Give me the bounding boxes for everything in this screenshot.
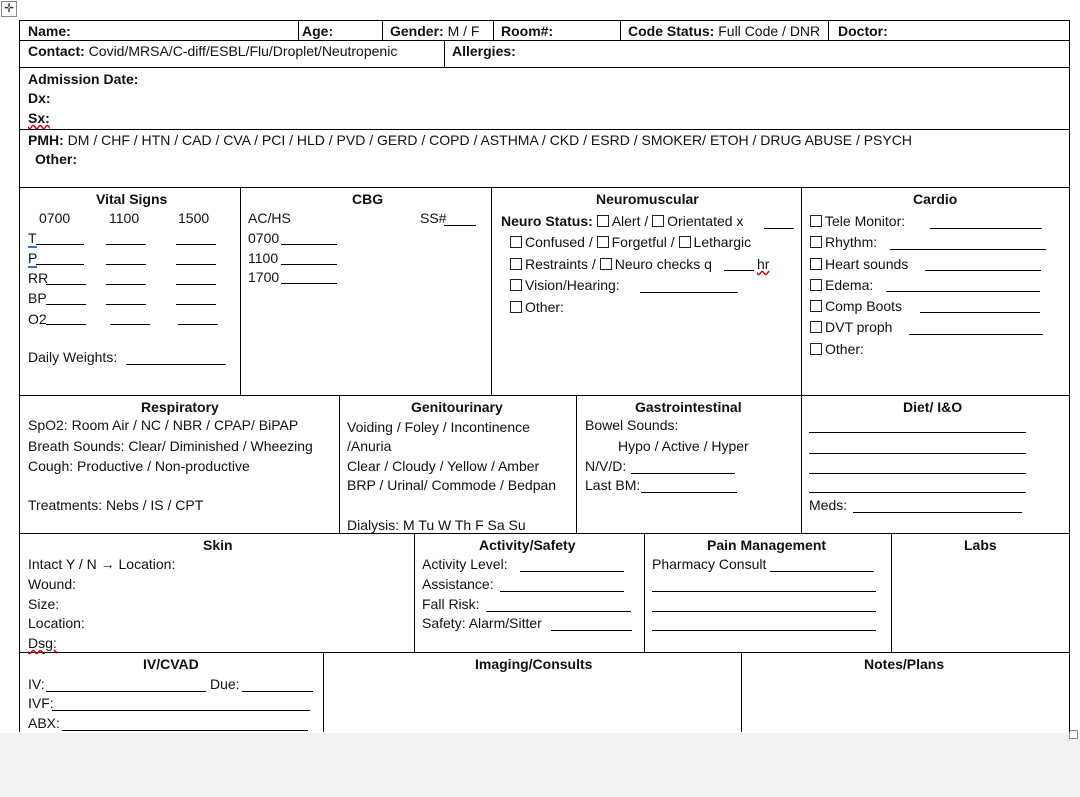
pain-blank-1[interactable] — [652, 591, 876, 592]
fall-risk-label: Fall Risk: — [422, 596, 480, 612]
cardio-item-edema: Edema: — [810, 276, 873, 294]
cardio-item-dvt: DVT proph — [810, 318, 892, 336]
neuro-row-2 — [510, 233, 751, 251]
vitals-row-bp: BP — [28, 290, 47, 306]
assistance-label: Assistance: — [422, 576, 494, 592]
nvd-blank[interactable] — [631, 473, 735, 474]
neuro-other-label: Other: — [525, 299, 564, 315]
gu-line-1: Voiding / Foley / Incontinence — [347, 419, 530, 435]
cbg-blank-1100[interactable] — [281, 264, 337, 265]
rhythm-blank[interactable] — [890, 249, 1046, 250]
nvd-label: N/V/D: — [585, 458, 627, 474]
breath-sounds-line: Breath Sounds: Clear/ Diminished / Wheezing — [28, 438, 313, 454]
neuro-status-row — [501, 212, 743, 230]
cardio-other-checkbox[interactable] — [810, 343, 822, 355]
forgetful-label: Forgetful / — [611, 234, 675, 250]
heart-sounds-blank[interactable] — [925, 270, 1041, 271]
iv-blank[interactable] — [46, 691, 206, 692]
code-status-label: Code Status: — [628, 23, 715, 39]
ivcvad-title: IV/CVAD — [143, 656, 199, 672]
treatments-line: Treatments: Nebs / IS / CPT — [28, 497, 204, 513]
confused-label: Confused / — [525, 234, 593, 250]
vitals-row-o2: O2 — [28, 311, 47, 327]
labs-title: Labs — [964, 537, 997, 553]
code-status-options: Full Code / DNR — [718, 23, 821, 39]
contact-label: Contact: — [28, 43, 85, 59]
safety-label: Safety: Alarm/Sitter — [422, 615, 542, 631]
cough-line: Cough: Productive / Non-productive — [28, 458, 250, 474]
cbg-time-0700: 0700 — [248, 230, 280, 246]
room-label: Room#: — [501, 23, 554, 39]
vitals-time-1100: 1100 — [109, 210, 140, 226]
forgetful-checkbox[interactable] — [597, 236, 609, 248]
spo2-line: SpO2: Room Air / NC / NBR / CPAP/ BiPAP — [28, 417, 299, 433]
gender-options: M / F — [447, 23, 480, 39]
oriented-blank[interactable] — [764, 228, 794, 229]
abx-label: ABX: — [28, 715, 60, 731]
page-gutter — [0, 733, 1080, 797]
contact-field — [28, 42, 397, 60]
cardio-item-rhythm: Rhythm: — [810, 233, 877, 251]
dialysis-days: M Tu W Th F Sa Su — [403, 517, 526, 533]
gender-label: Gender: — [390, 23, 444, 39]
meds-blank[interactable] — [853, 512, 1022, 513]
oriented-checkbox[interactable] — [652, 215, 664, 227]
neuro-other-checkbox[interactable] — [510, 301, 522, 313]
diet-blank-1[interactable] — [809, 432, 1026, 433]
cbg-blank-0700[interactable] — [281, 244, 337, 245]
vitals-row-t: T — [28, 230, 37, 246]
last-bm-blank[interactable] — [641, 492, 737, 493]
code-status-field — [628, 22, 820, 40]
neuro-checks-blank[interactable] — [724, 270, 754, 271]
ivf-label: IVF: — [28, 695, 54, 711]
rhythm-checkbox[interactable] — [810, 236, 822, 248]
vision-label: Vision/Hearing: — [525, 277, 620, 293]
bowel-sounds-label: Bowel Sounds: — [585, 417, 679, 433]
age-label: Age: — [302, 23, 334, 39]
edema-blank[interactable] — [886, 291, 1040, 292]
doctor-label: Doctor: — [838, 23, 888, 39]
gu-line-2: /Anuria — [347, 438, 392, 454]
cardio-title: Cardio — [913, 191, 958, 207]
cardio-item-heart-sounds: Heart sounds — [810, 255, 908, 273]
cbg-ss-blank[interactable] — [444, 225, 476, 226]
dialysis-line — [347, 516, 526, 534]
neuro-row-3 — [510, 255, 712, 273]
heart-sounds-checkbox[interactable] — [810, 258, 822, 270]
abx-blank[interactable] — [62, 730, 308, 731]
cardio-item-comp-boots: Comp Boots — [810, 297, 902, 315]
iv-label: IV: — [28, 676, 45, 692]
bowel-sounds-options: Hypo / Active / Hyper — [618, 438, 749, 454]
neuro-title: Neuromuscular — [596, 191, 699, 207]
diet-blank-2[interactable] — [809, 453, 1026, 454]
daily-weights-label: Daily Weights: — [28, 349, 118, 365]
table-resize-handle-icon[interactable] — [1069, 730, 1078, 739]
admission-date-label: Admission Date: — [28, 71, 139, 87]
safety-blank[interactable] — [551, 630, 632, 631]
pmh-field — [28, 131, 912, 149]
skin-size: Size: — [28, 596, 60, 612]
pmh-label: PMH: — [28, 132, 64, 148]
neuro-row-4 — [510, 276, 620, 294]
comp-boots-blank[interactable] — [920, 312, 1040, 313]
neuro-checks-label: Neuro checks q — [614, 256, 712, 272]
vital-signs-title: Vital Signs — [96, 191, 168, 207]
vitals-time-1500: 1500 — [178, 210, 210, 226]
cbg-time-1700: 1700 — [248, 269, 280, 285]
cbg-time-1100: 1100 — [248, 250, 279, 266]
gi-title: Gastrointestinal — [635, 399, 742, 415]
tele-blank[interactable] — [930, 228, 1042, 229]
lethargic-checkbox[interactable] — [679, 236, 691, 248]
diet-title: Diet/ I&O — [903, 399, 963, 415]
vitals-row-p: P — [28, 250, 38, 266]
neuro-row-5 — [510, 298, 564, 316]
pain-blank-2[interactable] — [652, 611, 876, 612]
skin-title: Skin — [203, 537, 233, 553]
alert-checkbox[interactable] — [597, 215, 609, 227]
skin-dsg: Dsg: — [28, 635, 57, 651]
hr-label: hr — [757, 256, 770, 272]
gu-line-4: BRP / Urinal/ Commode / Bedpan — [347, 477, 557, 493]
skin-wound: Wound: — [28, 576, 76, 592]
cbg-title: CBG — [352, 191, 384, 207]
dvt-blank[interactable] — [909, 334, 1043, 335]
pharmacy-consult-label: Pharmacy Consult — [652, 556, 767, 572]
dx-label: Dx: — [28, 90, 51, 106]
neuro-status-label: Neuro Status: — [501, 213, 593, 229]
genitourinary-title: Genitourinary — [411, 399, 503, 415]
cbg-achs: AC/HS — [248, 210, 291, 226]
pharmacy-blank[interactable] — [770, 571, 874, 572]
vision-blank[interactable] — [640, 292, 738, 293]
activity-title: Activity/Safety — [479, 537, 576, 553]
neuro-checks-checkbox[interactable] — [600, 258, 612, 270]
notes-title: Notes/Plans — [864, 656, 945, 672]
skin-intact: Intact Y / N → Location: — [28, 556, 176, 572]
oriented-label: Orientated x — [667, 213, 744, 229]
dialysis-label: Dialysis: — [347, 517, 400, 533]
vitals-time-0700: 0700 — [39, 210, 71, 226]
ivf-blank[interactable] — [52, 710, 310, 711]
vision-checkbox[interactable] — [510, 279, 522, 291]
imaging-title: Imaging/Consults — [475, 656, 593, 672]
pain-title: Pain Management — [707, 537, 827, 553]
diet-blank-4[interactable] — [809, 492, 1026, 493]
pmh-options: DM / CHF / HTN / CAD / CVA / PCI / HLD / PVD / GERD / COPD / ASTHMA / CKD / ESRD / SMOKER/ ETOH / DRUG ABUSE / PSYCH — [67, 132, 912, 148]
cardio-item-other: Other: — [810, 340, 864, 358]
confused-checkbox[interactable] — [510, 236, 522, 248]
lethargic-label: Lethargic — [693, 234, 752, 250]
restraints-label: Restraints / — [525, 256, 596, 272]
edema-checkbox[interactable] — [810, 279, 822, 291]
cardio-item-tele: Tele Monitor: — [810, 212, 905, 230]
respiratory-title: Respiratory — [141, 399, 219, 415]
contact-options: Covid/MRSA/C-diff/ESBL/Flu/Droplet/Neutropenic — [88, 43, 398, 59]
sx-label: Sx: — [28, 110, 50, 126]
pmh-other-label: Other: — [35, 151, 77, 167]
restraints-checkbox[interactable] — [510, 258, 522, 270]
due-blank[interactable] — [242, 691, 313, 692]
diet-blank-3[interactable] — [809, 473, 1026, 474]
skin-location: Location: — [28, 615, 85, 631]
fall-risk-blank[interactable] — [486, 611, 631, 612]
comp-boots-checkbox[interactable] — [810, 300, 822, 312]
assistance-blank[interactable] — [500, 591, 624, 592]
due-label: Due: — [210, 676, 240, 692]
pain-blank-3[interactable] — [652, 630, 876, 631]
vitals-row-rr: RR — [28, 270, 49, 286]
name-label: Name: — [28, 23, 71, 39]
activity-level-label: Activity Level: — [422, 556, 508, 572]
allergies-label: Allergies: — [452, 43, 516, 59]
cbg-blank-1700[interactable] — [281, 283, 337, 284]
table-move-handle-icon[interactable]: ✛ — [1, 1, 17, 17]
cbg-ss: SS# — [420, 210, 447, 226]
meds-label: Meds: — [809, 497, 848, 513]
gu-line-3: Clear / Cloudy / Yellow / Amber — [347, 458, 540, 474]
last-bm-label: Last BM: — [585, 477, 641, 493]
alert-label: Alert / — [611, 213, 649, 229]
dvt-checkbox[interactable] — [810, 321, 822, 333]
activity-level-blank[interactable] — [520, 571, 624, 572]
daily-weights-blank[interactable] — [126, 364, 226, 365]
gender-field — [390, 22, 479, 40]
tele-checkbox[interactable] — [810, 215, 822, 227]
